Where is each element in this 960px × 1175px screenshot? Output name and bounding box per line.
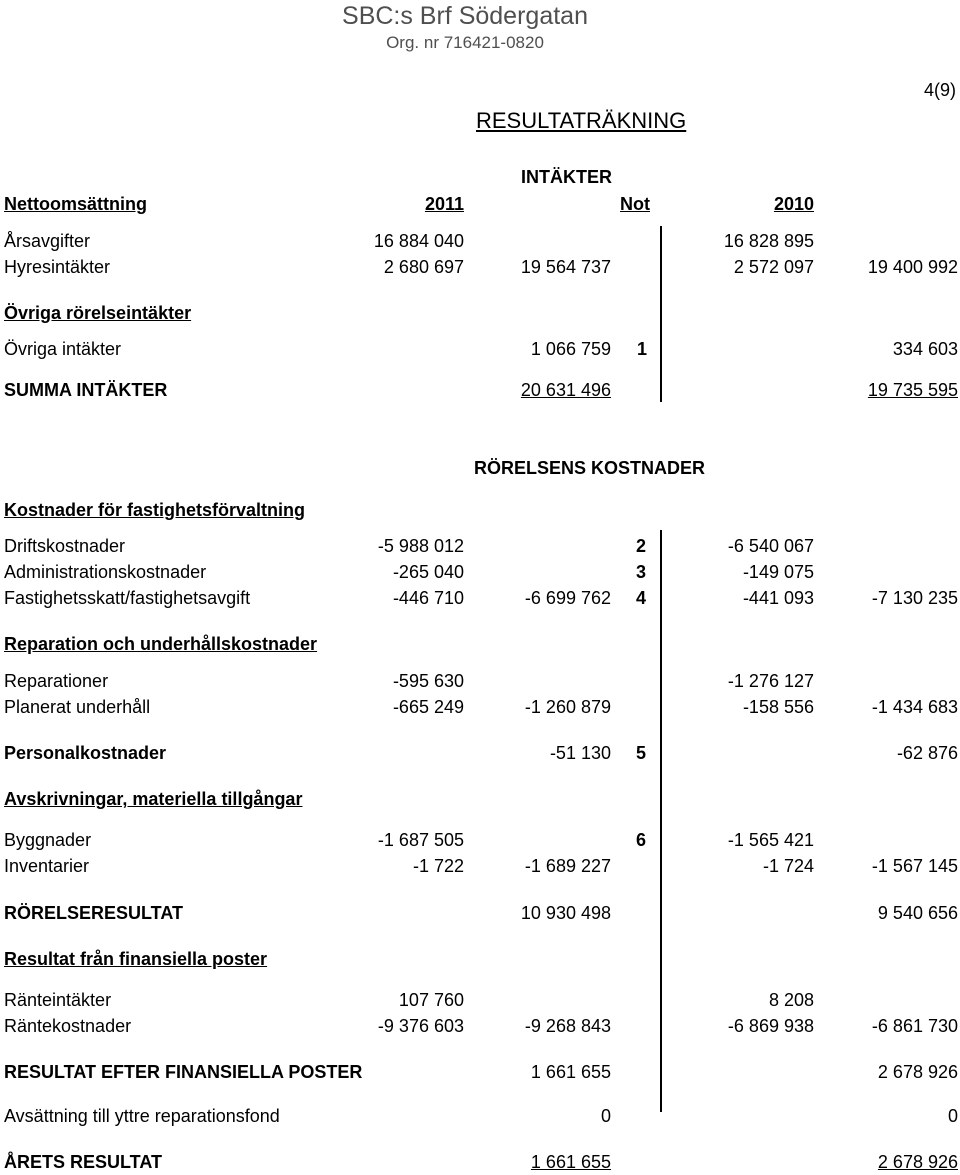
total-2010: -1 567 145 [871, 856, 958, 876]
total-2011: 10 930 498 [520, 903, 611, 923]
row-label: Planerat underhåll [4, 697, 151, 717]
value-2011: -5 988 012 [377, 536, 464, 556]
organization-name: SBC:s Brf Södergatan [342, 2, 588, 30]
row-label: SUMMA INTÄKTER [4, 380, 168, 400]
total-2010: -7 130 235 [871, 588, 958, 608]
note-ref: 5 [636, 743, 647, 763]
row-label: Årsavgifter [4, 231, 91, 251]
value-2011: -446 710 [392, 588, 464, 608]
total-2011: 1 661 655 [530, 1152, 611, 1172]
value-2011: -9 376 603 [377, 1016, 464, 1036]
total-2011: -1 689 227 [524, 856, 611, 876]
row-label: Avsättning till yttre reparationsfond [4, 1106, 280, 1126]
heading-fastighetsforvaltning: Kostnader för fastighetsförvaltning [4, 500, 306, 520]
value-2010: 16 828 895 [723, 231, 814, 251]
value-2010: -1 724 [762, 856, 814, 876]
heading-finansiella-poster: Resultat från finansiella poster [4, 949, 268, 969]
value-2011: 2 680 697 [383, 257, 464, 277]
row-label: Administrationskostnader [4, 562, 207, 582]
total-2010: -62 876 [896, 743, 958, 763]
value-2010: -441 093 [742, 588, 814, 608]
total-2011: 20 631 496 [520, 380, 611, 400]
total-2011: 19 564 737 [520, 257, 611, 277]
total-2011: 0 [600, 1106, 611, 1126]
total-2011: 1 661 655 [530, 1062, 611, 1082]
row-label: RESULTAT EFTER FINANSIELLA POSTER [4, 1062, 363, 1082]
row-label: Ränteintäkter [4, 990, 112, 1010]
value-2011: -265 040 [392, 562, 464, 582]
note-ref: 6 [636, 830, 647, 850]
row-label: Reparationer [4, 671, 109, 691]
row-label: Personalkostnader [4, 743, 167, 763]
value-2011: -1 687 505 [377, 830, 464, 850]
column-header-2010: 2010 [773, 194, 814, 214]
column-divider-intakter [660, 226, 662, 402]
document-title: RESULTATRÄKNING [476, 108, 687, 133]
row-label: Hyresintäkter [4, 257, 111, 277]
value-2011: 16 884 040 [373, 231, 464, 251]
total-2011: -6 699 762 [524, 588, 611, 608]
heading-avskrivningar: Avskrivningar, materiella tillgångar [4, 789, 303, 809]
heading-ovriga-rorelseintakter: Övriga rörelseintäkter [4, 303, 192, 323]
value-2010: -158 556 [742, 697, 814, 717]
value-2011: -665 249 [392, 697, 464, 717]
total-2011: 1 066 759 [530, 339, 611, 359]
heading-reparation-underhall: Reparation och underhållskostnader [4, 634, 318, 654]
note-ref: 3 [636, 562, 647, 582]
column-header-2011: 2011 [424, 194, 464, 214]
note-ref: 1 [637, 339, 648, 359]
row-label: ÅRETS RESULTAT [4, 1152, 162, 1172]
total-2010: 19 400 992 [867, 257, 958, 277]
page-number: 4(9) [923, 80, 956, 100]
value-2010: 2 572 097 [733, 257, 814, 277]
value-2010: -149 075 [742, 562, 814, 582]
row-label: Fastighetsskatt/fastighetsavgift [4, 588, 251, 608]
total-2010: 334 603 [892, 339, 958, 359]
row-label: Inventarier [4, 856, 90, 876]
section-title-intakter: INTÄKTER [521, 167, 612, 187]
value-2010: -1 565 421 [727, 830, 814, 850]
row-label: Räntekostnader [4, 1016, 132, 1036]
column-header-not: Not [620, 194, 650, 214]
value-2010: 8 208 [768, 990, 814, 1010]
row-label: Byggnader [4, 830, 92, 850]
total-2011: -51 130 [549, 743, 611, 763]
organization-number: Org. nr 716421-0820 [386, 33, 544, 52]
total-2010: 0 [947, 1106, 958, 1126]
value-2010: -1 276 127 [727, 671, 814, 691]
row-label: RÖRELSERESULTAT [4, 903, 183, 923]
total-2010: -1 434 683 [871, 697, 958, 717]
value-2011: -595 630 [392, 671, 464, 691]
column-header-label: Nettoomsättning [4, 194, 147, 214]
total-2010: 9 540 656 [877, 903, 958, 923]
value-2010: -6 869 938 [727, 1016, 814, 1036]
section-title-kostnader: RÖRELSENS KOSTNADER [474, 458, 706, 478]
row-label: Driftskostnader [4, 536, 126, 556]
value-2010: -6 540 067 [727, 536, 814, 556]
total-2010: 2 678 926 [877, 1062, 958, 1082]
note-ref: 4 [636, 588, 647, 608]
total-2010: 2 678 926 [877, 1152, 958, 1172]
total-2011: -1 260 879 [524, 697, 611, 717]
column-divider-kostnader [660, 530, 662, 1112]
total-2010: 19 735 595 [867, 380, 958, 400]
total-2010: -6 861 730 [871, 1016, 958, 1036]
value-2011: -1 722 [412, 856, 464, 876]
row-label: Övriga intäkter [4, 339, 122, 359]
note-ref: 2 [636, 536, 647, 556]
total-2011: -9 268 843 [524, 1016, 611, 1036]
value-2011: 107 760 [398, 990, 464, 1010]
